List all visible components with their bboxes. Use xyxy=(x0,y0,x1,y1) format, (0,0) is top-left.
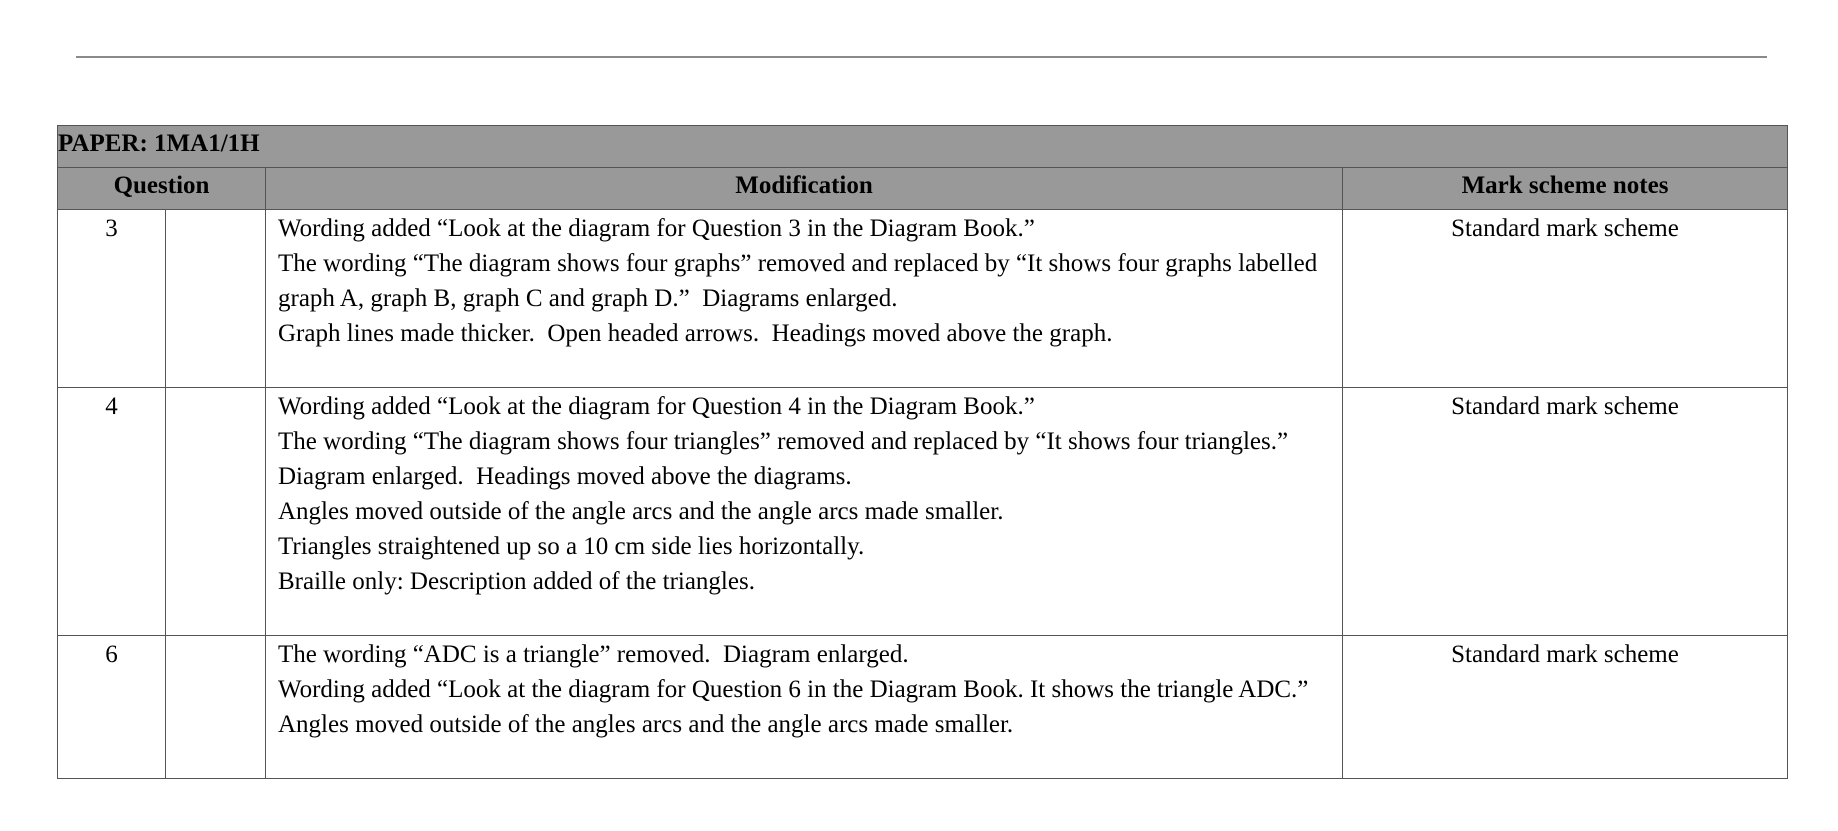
sub-question-cell xyxy=(166,636,266,779)
question-number: 4 xyxy=(58,388,166,636)
mark-scheme-cell: Standard mark scheme xyxy=(1343,636,1788,779)
question-number: 6 xyxy=(58,636,166,779)
modification-cell xyxy=(266,388,1343,636)
sub-question-cell xyxy=(166,210,266,388)
modification-cell xyxy=(266,636,1343,779)
modification-line: The wording “ADC is a triangle” removed. Diagram enlarged. xyxy=(278,641,909,668)
modification-line: The wording “The diagram shows four graphs” removed and replaced by “It shows four graphs labelled graph A, graph B, graph C and graph D.” Diagrams enlarged. xyxy=(278,250,1324,312)
top-divider xyxy=(76,56,1767,58)
mark-scheme-cell: Standard mark scheme xyxy=(1343,210,1788,388)
modification-header: Modification xyxy=(266,168,1343,210)
modifications-table xyxy=(57,125,1788,779)
modification-cell xyxy=(266,210,1343,388)
modification-line: Wording added “Look at the diagram for Question 3 in the Diagram Book.” xyxy=(278,215,1035,242)
header-row xyxy=(58,168,1788,210)
paper-title-row xyxy=(58,126,1788,168)
sub-question-cell xyxy=(166,388,266,636)
modification-line: Wording added “Look at the diagram for Question 4 in the Diagram Book.” xyxy=(278,393,1035,420)
table-row xyxy=(58,210,1788,388)
modification-line: Angles moved outside of the angle arcs and the angle arcs made smaller. xyxy=(278,498,1004,525)
modification-line: The wording “The diagram shows four triangles” removed and replaced by “It shows four triangles.” Diagram enlarged. Headings moved above the diagrams. xyxy=(278,428,1301,490)
table-row xyxy=(58,388,1788,636)
question-number: 3 xyxy=(58,210,166,388)
mark-scheme-cell: Standard mark scheme xyxy=(1343,388,1788,636)
modification-line: Wording added “Look at the diagram for Question 6 in the Diagram Book. It shows the triangle ADC.” Angles moved outside of the angles arcs and the angle arcs made smaller. xyxy=(278,676,1320,738)
modification-line: Graph lines made thicker. Open headed arrows. Headings moved above the graph. xyxy=(278,320,1113,347)
modification-line: Braille only: Description added of the triangles. xyxy=(278,568,755,595)
modification-line: Triangles straightened up so a 10 cm side lies horizontally. xyxy=(278,533,865,560)
question-header: Question xyxy=(58,168,266,210)
mark-scheme-header: Mark scheme notes xyxy=(1343,168,1788,210)
paper-title: PAPER: 1MA1/1H xyxy=(58,126,1788,168)
table-row xyxy=(58,636,1788,779)
